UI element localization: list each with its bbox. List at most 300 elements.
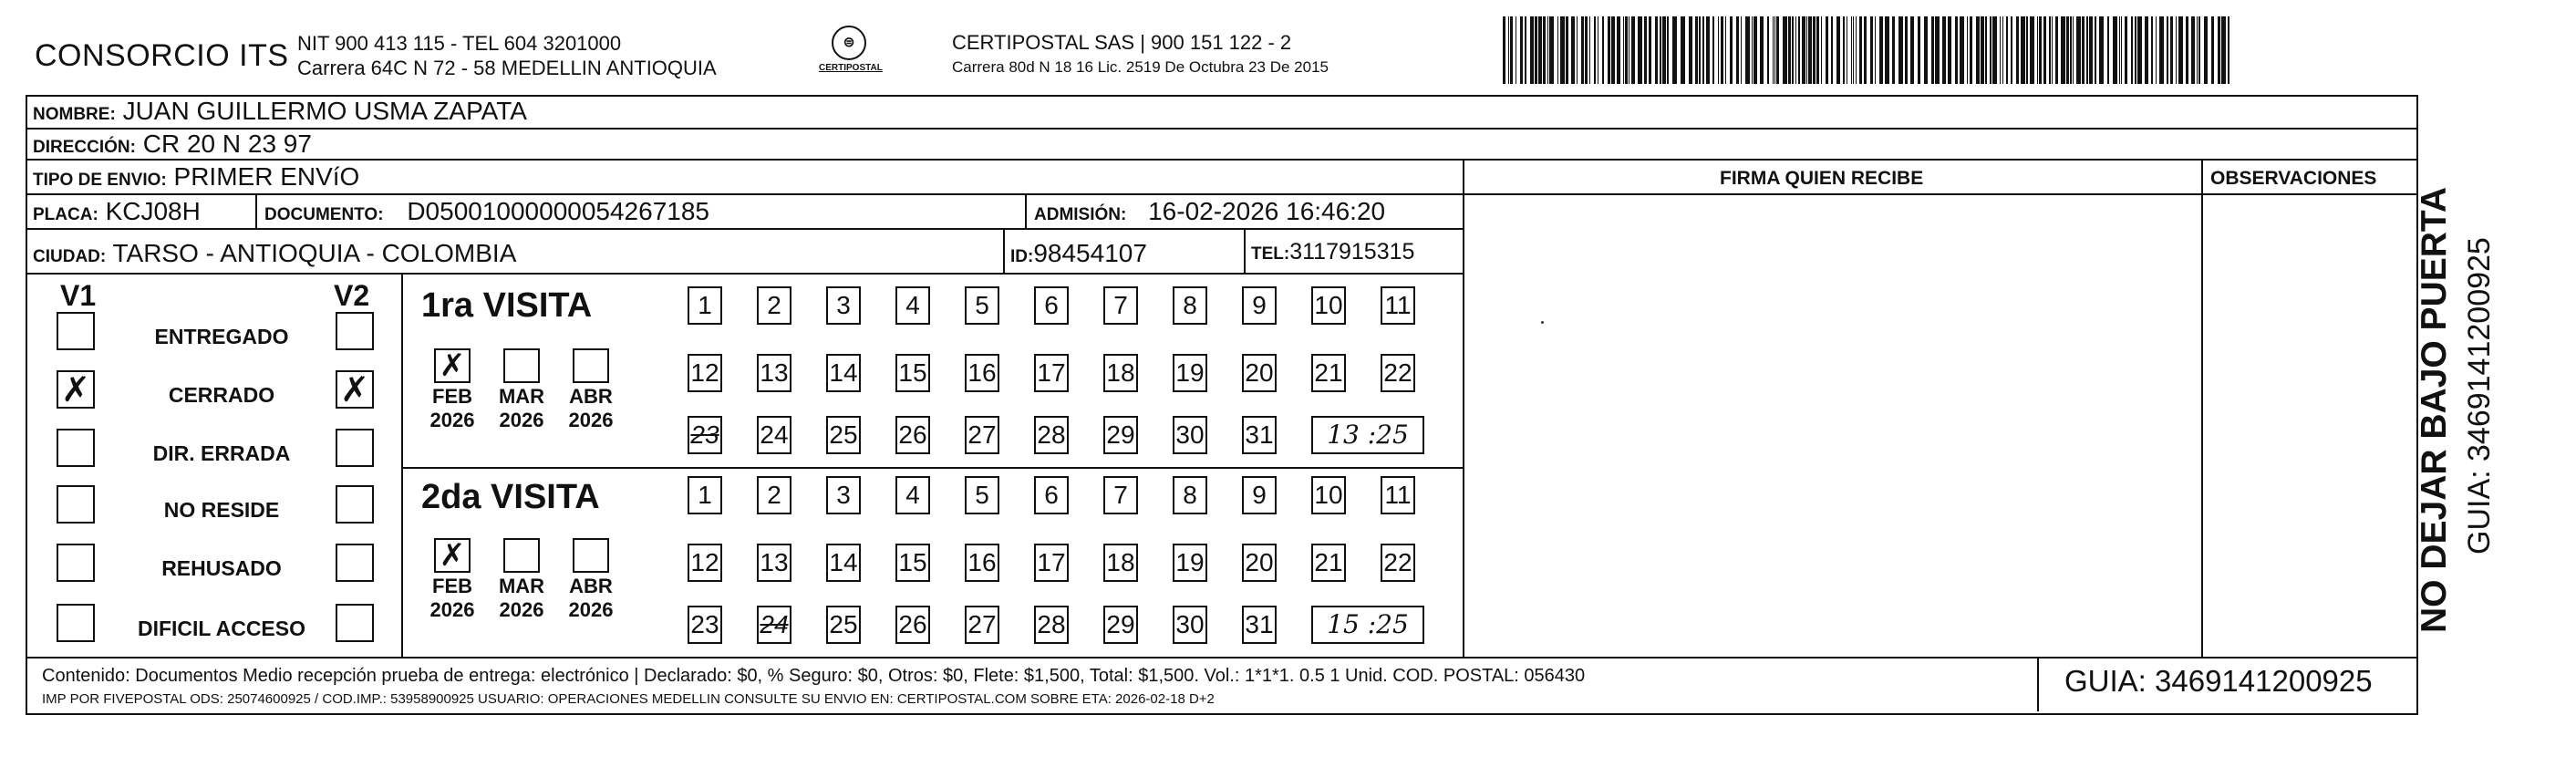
month-checkbox-abr[interactable] xyxy=(573,538,609,573)
status-label: NO RESIDE xyxy=(163,498,280,522)
barcode-bar xyxy=(1960,16,1964,84)
status-label: CERRADO xyxy=(168,383,275,407)
documento-value: D05001000000054267185 xyxy=(407,197,709,225)
month-year: 2026 xyxy=(429,598,475,621)
month-checkbox-abr[interactable] xyxy=(573,348,609,383)
month-name: MAR xyxy=(498,385,545,408)
day-box[interactable]: 23 xyxy=(688,606,722,644)
day-box-marked[interactable]: 23 xyxy=(688,416,722,454)
certipostal-line: CERTIPOSTAL SAS | 900 151 122 - 2 xyxy=(952,31,1292,54)
barcode-bar xyxy=(1623,16,1624,84)
month-label xyxy=(492,385,551,432)
barcode-bar xyxy=(2137,16,2142,84)
day-box[interactable]: 7 xyxy=(1103,476,1138,514)
barcode-bar xyxy=(2021,16,2025,84)
barcode-bar xyxy=(1767,16,1769,84)
barcode-bar xyxy=(2089,16,2093,84)
day-box[interactable]: 30 xyxy=(1173,416,1207,454)
direccion-row xyxy=(33,130,312,159)
status-label: ENTREGADO xyxy=(154,325,289,348)
barcode-bar xyxy=(1802,16,1805,84)
barcode-bar xyxy=(1655,16,1658,84)
barcode-bar xyxy=(2145,16,2148,84)
barcode-bar xyxy=(2039,16,2042,84)
barcode-bar xyxy=(1712,16,1714,84)
day-box[interactable]: 29 xyxy=(1103,606,1138,644)
v1-header: V1 xyxy=(60,279,97,312)
admision-value: 16-02-2026 16:46:20 xyxy=(1148,197,1386,225)
admision-label: ADMISIÓN: xyxy=(1034,205,1127,224)
barcode-bar xyxy=(2043,16,2046,84)
day-box[interactable]: 28 xyxy=(1034,606,1069,644)
barcode-bar xyxy=(1730,16,1733,84)
day-box[interactable]: 9 xyxy=(1242,476,1277,514)
day-box[interactable]: 27 xyxy=(965,606,999,644)
company-contact xyxy=(297,31,717,80)
nit-line: NIT 900 413 115 - TEL 604 3201000 xyxy=(297,32,622,55)
column-divider xyxy=(1463,159,1464,657)
month-label xyxy=(423,575,481,622)
nombre-value: JUAN GUILLERMO USMA ZAPATA xyxy=(122,97,527,125)
barcode-bar xyxy=(1589,16,1590,84)
row-divider xyxy=(26,128,2416,130)
barcode-bar xyxy=(1859,16,1862,84)
day-box[interactable]: 6 xyxy=(1034,476,1069,514)
barcode-bar xyxy=(1617,16,1620,84)
barcode-bar xyxy=(2016,16,2019,84)
barcode-bar xyxy=(1557,16,1558,84)
id-cell xyxy=(1010,239,1147,268)
direccion-value: CR 20 N 23 97 xyxy=(142,130,312,158)
barcode-bar xyxy=(2000,16,2001,84)
barcode-bar xyxy=(1773,16,1774,84)
month-checkbox-mar[interactable] xyxy=(503,538,540,573)
barcode-bar xyxy=(2159,16,2164,84)
barcode-bar xyxy=(1808,16,1812,84)
barcode-bar xyxy=(1681,16,1685,84)
day-box[interactable]: 12 xyxy=(688,544,722,582)
visit-time[interactable]: 15 :25 xyxy=(1311,606,1424,644)
v1-checkbox[interactable] xyxy=(57,604,95,642)
day-box[interactable]: 8 xyxy=(1173,286,1207,325)
barcode-bar xyxy=(2198,16,2200,84)
barcode-bar xyxy=(1718,16,1719,84)
day-box[interactable]: 25 xyxy=(826,606,861,644)
barcode-bar xyxy=(2073,16,2074,84)
tel-cell xyxy=(1251,239,1414,265)
v1-checkbox[interactable] xyxy=(57,312,95,350)
direccion-label: DIRECCIÓN: xyxy=(33,138,136,157)
month-year: 2026 xyxy=(568,598,614,621)
month-year: 2026 xyxy=(568,409,614,431)
column-divider xyxy=(2201,159,2203,657)
v2-checkbox[interactable] xyxy=(336,485,374,524)
barcode-bar xyxy=(1530,16,1534,84)
barcode-bar xyxy=(1736,16,1739,84)
ciudad-label: CIUDAD: xyxy=(33,247,107,266)
ciudad-value: TARSO - ANTIOQUIA - COLOMBIA xyxy=(112,239,517,267)
day-box[interactable]: 16 xyxy=(965,354,999,392)
barcode-bar xyxy=(2176,16,2177,84)
day-box[interactable]: 6 xyxy=(1034,286,1069,325)
logo-icon: ⊜ xyxy=(832,26,866,60)
day-box[interactable]: 15 xyxy=(895,354,930,392)
status-label: DIFICIL ACCESO xyxy=(137,617,305,640)
month-label xyxy=(562,575,620,622)
month-name: ABR xyxy=(569,575,613,597)
barcode-bar xyxy=(2030,16,2034,84)
barcode-bar xyxy=(1660,16,1661,84)
barcode-bar xyxy=(2099,16,2104,84)
day-box[interactable]: 30 xyxy=(1173,606,1207,644)
day-box[interactable]: 25 xyxy=(826,416,861,454)
day-box[interactable]: 5 xyxy=(965,286,999,325)
barcode-bar xyxy=(2121,16,2122,84)
barcode-bar xyxy=(2151,16,2153,84)
barcode-bar xyxy=(2061,16,2065,84)
month-checkbox-feb[interactable]: ✗ xyxy=(434,348,471,383)
day-box[interactable]: 4 xyxy=(895,476,930,514)
barcode-bar xyxy=(2107,16,2109,84)
barcode-bar xyxy=(1836,16,1840,84)
day-box[interactable]: 2 xyxy=(757,476,791,514)
day-box[interactable]: 10 xyxy=(1311,476,1346,514)
day-box[interactable]: 17 xyxy=(1034,354,1069,392)
barcode-bar xyxy=(1875,16,1876,84)
barcode-bar xyxy=(2113,16,2117,84)
month-label xyxy=(492,575,551,622)
v2-checkbox[interactable] xyxy=(336,429,374,467)
barcode-bar xyxy=(1510,16,1513,84)
barcode-bar xyxy=(1667,16,1669,84)
row-divider xyxy=(26,228,1464,230)
row-divider xyxy=(26,657,2416,658)
barcode-bar xyxy=(1566,16,1568,84)
visit-time[interactable]: 13 :25 xyxy=(1311,416,1424,454)
nombre-label: NOMBRE: xyxy=(33,105,116,124)
day-box[interactable]: 21 xyxy=(1311,354,1346,392)
day-box[interactable]: 14 xyxy=(826,354,861,392)
day-box[interactable]: 20 xyxy=(1242,544,1277,582)
barcode-bar xyxy=(1853,16,1854,84)
barcode-bar xyxy=(1910,16,1914,84)
barcode-bar xyxy=(1585,16,1588,84)
barcode-bar xyxy=(2011,16,2012,84)
barcode-bar xyxy=(1967,16,1968,84)
barcode-bar xyxy=(1525,16,1526,84)
guia-number: GUIA: 3469141200925 xyxy=(2064,664,2373,698)
barcode-bar xyxy=(2026,16,2028,84)
month-name: MAR xyxy=(498,575,545,597)
day-box[interactable]: 22 xyxy=(1381,354,1415,392)
barcode-bar xyxy=(1955,16,1958,84)
barcode-bar xyxy=(1942,16,1946,84)
day-box[interactable]: 31 xyxy=(1242,606,1277,644)
barcode-bar xyxy=(2066,16,2069,84)
certipostal-address: Carrera 80d N 18 16 Lic. 2519 De Octubra 23 De 2015 xyxy=(952,58,1329,76)
day-box[interactable]: 13 xyxy=(757,354,791,392)
day-box-marked[interactable]: 24 xyxy=(757,606,791,644)
month-name: ABR xyxy=(569,385,613,408)
barcode-bar xyxy=(1625,16,1628,84)
barcode-bar xyxy=(1577,16,1578,84)
barcode-bar xyxy=(2082,16,2085,84)
month-checkbox-mar[interactable] xyxy=(503,348,540,383)
barcode-bar xyxy=(2204,16,2208,84)
status-label: REHUSADO xyxy=(161,556,282,580)
barcode-bar xyxy=(2218,16,2220,84)
day-box[interactable]: 22 xyxy=(1381,544,1415,582)
side-guia-number: GUIA: 3469141200925 xyxy=(2462,237,2497,555)
status-label: DIR. ERRADA xyxy=(152,441,291,465)
barcode-bar xyxy=(1571,16,1575,84)
month-name: FEB xyxy=(432,385,472,408)
day-box[interactable]: 21 xyxy=(1311,544,1346,582)
barcode-icon xyxy=(1503,16,2230,84)
v1-checkbox[interactable]: ✗ xyxy=(57,370,95,409)
day-box[interactable]: 3 xyxy=(826,476,861,514)
guide-form-frame xyxy=(26,95,2418,715)
barcode-bar xyxy=(2221,16,2226,84)
barcode-bar xyxy=(1721,16,1723,84)
barcode-bar xyxy=(2002,16,2003,84)
v2-checkbox[interactable]: ✗ xyxy=(336,370,374,409)
day-box[interactable]: 18 xyxy=(1103,354,1138,392)
barcode-bar xyxy=(2135,16,2136,84)
day-box[interactable]: 19 xyxy=(1173,544,1207,582)
barcode-bar xyxy=(1520,16,1523,84)
barcode-bar xyxy=(1745,16,1750,84)
day-box[interactable]: 17 xyxy=(1034,544,1069,582)
tipo-value: PRIMER ENVíO xyxy=(173,162,360,191)
day-box[interactable]: 31 xyxy=(1242,416,1277,454)
barcode-bar xyxy=(1547,16,1548,84)
day-box[interactable]: 18 xyxy=(1103,544,1138,582)
contenido-line: Contenido: Documentos Medio recepción prueba de entrega: electrónico | Declarado: $0, % Seguro: $0, Otros: $0, Flete: $1,500, Total: $1,500. Vol.: 1*1*1. 0.5 1 Unid. COD. POSTAL: 056430 xyxy=(42,666,1586,686)
v2-checkbox[interactable] xyxy=(336,312,374,350)
month-label xyxy=(562,385,620,432)
barcode-bar xyxy=(1774,16,1775,84)
company-address: Carrera 64C N 72 - 58 MEDELLIN ANTIOQUIA xyxy=(297,57,717,79)
barcode-bar xyxy=(1783,16,1787,84)
day-box[interactable]: 26 xyxy=(895,606,930,644)
day-box[interactable]: 5 xyxy=(965,476,999,514)
tipo-envio-row xyxy=(33,162,359,192)
barcode-bar xyxy=(1885,16,1889,84)
barcode-bar xyxy=(1608,16,1610,84)
barcode-bar xyxy=(1702,16,1704,84)
day-box[interactable]: 26 xyxy=(895,416,930,454)
visit1-title: 1ra VISITA xyxy=(421,286,593,325)
barcode-bar xyxy=(1795,16,1796,84)
day-box[interactable]: 14 xyxy=(826,544,861,582)
day-box[interactable]: 11 xyxy=(1381,286,1415,325)
documento-cell xyxy=(264,197,709,226)
barcode-bar xyxy=(1752,16,1753,84)
day-box[interactable]: 11 xyxy=(1381,476,1415,514)
barcode-bar xyxy=(2095,16,2096,84)
day-box[interactable]: 20 xyxy=(1242,354,1277,392)
day-box[interactable]: 13 xyxy=(757,544,791,582)
barcode-bar xyxy=(1898,16,1903,84)
v2-header: V2 xyxy=(334,279,370,312)
day-box[interactable]: 4 xyxy=(895,286,930,325)
day-box[interactable]: 24 xyxy=(757,416,791,454)
barcode-bar xyxy=(2170,16,2173,84)
barcode-bar xyxy=(1976,16,1980,84)
barcode-bar xyxy=(1699,16,1701,84)
documento-label: DOCUMENTO: xyxy=(264,205,384,224)
barcode-bar xyxy=(1611,16,1615,84)
ciudad-cell xyxy=(33,239,516,268)
signature-area xyxy=(1541,321,1544,324)
month-name: FEB xyxy=(432,575,472,597)
barcode-bar xyxy=(1905,16,1908,84)
barcode-bar xyxy=(2125,16,2127,84)
day-box[interactable]: 15 xyxy=(895,544,930,582)
day-box[interactable]: 2 xyxy=(757,286,791,325)
barcode-bar xyxy=(2178,16,2183,84)
barcode-bar xyxy=(1879,16,1883,84)
day-box[interactable]: 8 xyxy=(1173,476,1207,514)
barcode-bar xyxy=(1788,16,1791,84)
barcode-bar xyxy=(1631,16,1635,84)
day-box[interactable]: 28 xyxy=(1034,416,1069,454)
company-name: CONSORCIO ITS xyxy=(35,38,289,73)
barcode-bar xyxy=(1918,16,1920,84)
barcode-bar xyxy=(1672,16,1677,84)
logo-text: CERTIPOSTAL xyxy=(819,63,883,73)
id-value: 98454107 xyxy=(1033,239,1147,267)
barcode-bar xyxy=(1508,16,1509,84)
barcode-bar xyxy=(1821,16,1822,84)
barcode-bar xyxy=(1638,16,1642,84)
barcode-bar xyxy=(1662,16,1666,84)
tel-value: 3117915315 xyxy=(1289,239,1415,264)
barcode-bar xyxy=(1870,16,1873,84)
barcode-bar xyxy=(1503,16,1505,84)
barcode-bar xyxy=(2070,16,2072,84)
barcode-bar xyxy=(1754,16,1757,84)
barcode-bar xyxy=(2211,16,2214,84)
barcode-bar xyxy=(2197,16,2198,84)
barcode-bar xyxy=(1602,16,1604,84)
barcode-bar xyxy=(2049,16,2051,84)
row-divider xyxy=(26,159,2416,161)
barcode-bar xyxy=(1843,16,1845,84)
barcode-bar xyxy=(1856,16,1857,84)
barcode-bar xyxy=(1931,16,1934,84)
barcode-bar xyxy=(2086,16,2088,84)
barcode-bar xyxy=(1741,16,1742,84)
day-box[interactable]: 3 xyxy=(826,286,861,325)
barcode-bar xyxy=(1831,16,1833,84)
barcode-bar xyxy=(1560,16,1565,84)
barcode-bar xyxy=(2006,16,2008,84)
day-box[interactable]: 29 xyxy=(1103,416,1138,454)
barcode-bar xyxy=(1970,16,1972,84)
barcode-bar xyxy=(1806,16,1807,84)
certipostal-logo xyxy=(819,26,883,73)
month-year: 2026 xyxy=(499,409,544,431)
barcode-bar xyxy=(1813,16,1816,84)
barcode-bar xyxy=(1535,16,1537,84)
id-label: ID: xyxy=(1010,247,1034,266)
day-box[interactable]: 27 xyxy=(965,416,999,454)
barcode-bar xyxy=(1776,16,1779,84)
barcode-bar xyxy=(2037,16,2038,84)
barcode-bar xyxy=(1649,16,1651,84)
barcode-bar xyxy=(2119,16,2120,84)
status-divider xyxy=(401,273,403,657)
barcode-bar xyxy=(1706,16,1710,84)
barcode-bar xyxy=(1992,16,1997,84)
day-box[interactable]: 1 xyxy=(688,476,722,514)
barcode-bar xyxy=(2186,16,2188,84)
barcode-bar xyxy=(2055,16,2058,84)
barcode-bar xyxy=(1543,16,1546,84)
day-box[interactable]: 16 xyxy=(965,544,999,582)
day-box[interactable]: 10 xyxy=(1311,286,1346,325)
observaciones-header: OBSERVACIONES xyxy=(2210,168,2377,189)
barcode-bar xyxy=(1725,16,1726,84)
barcode-bar xyxy=(1935,16,1940,84)
firma-header: FIRMA QUIEN RECIBE xyxy=(1720,168,1924,189)
barcode-bar xyxy=(2156,16,2157,84)
v1-checkbox[interactable] xyxy=(57,544,95,582)
day-box[interactable]: 19 xyxy=(1173,354,1207,392)
day-box[interactable]: 7 xyxy=(1103,286,1138,325)
barcode-bar xyxy=(1826,16,1828,84)
placa-cell xyxy=(33,197,201,226)
v1-checkbox[interactable] xyxy=(57,485,95,524)
barcode-bar xyxy=(1851,16,1852,84)
barcode-bar xyxy=(2167,16,2168,84)
barcode-bar xyxy=(2131,16,2133,84)
barcode-bar xyxy=(1581,16,1584,84)
month-checkbox-feb[interactable]: ✗ xyxy=(434,538,471,573)
barcode-bar xyxy=(1538,16,1542,84)
month-year: 2026 xyxy=(499,598,544,621)
barcode-bar xyxy=(1644,16,1647,84)
tipo-label: TIPO DE ENVIO: xyxy=(33,171,167,190)
placa-value: KCJ08H xyxy=(105,197,201,225)
barcode-bar xyxy=(2052,16,2053,84)
no-dejar-bajo-puerta: NO DEJAR BAJO PUERTA xyxy=(2415,186,2454,633)
barcode-bar xyxy=(1924,16,1928,84)
impresion-line: IMP POR FIVEPOSTAL ODS: 25074600925 / COD.IMP.: 53958900925 USUARIO: OPERACIONES MEDELLIN CONSULTE SU ENVIO EN: CERTIPOSTAL.COM SOBRE ETA: 2026-02-18 D+2 xyxy=(42,691,1215,707)
barcode-bar xyxy=(1948,16,1951,84)
barcode-bar xyxy=(1798,16,1800,84)
v2-checkbox[interactable] xyxy=(336,604,374,642)
day-box[interactable]: 12 xyxy=(688,354,722,392)
day-box[interactable]: 1 xyxy=(688,286,722,325)
placa-label: PLACA: xyxy=(33,205,98,224)
day-box[interactable]: 9 xyxy=(1242,286,1277,325)
month-year: 2026 xyxy=(429,409,475,431)
barcode-bar xyxy=(2076,16,2081,84)
barcode-bar xyxy=(1695,16,1698,84)
month-label xyxy=(423,385,481,432)
visit-divider xyxy=(401,467,1464,469)
tel-label: TEL: xyxy=(1251,244,1290,264)
barcode-bar xyxy=(1892,16,1895,84)
barcode-bar xyxy=(1594,16,1596,84)
visit2-title: 2da VISITA xyxy=(421,478,600,516)
v1-checkbox[interactable] xyxy=(57,429,95,467)
barcode-bar xyxy=(2191,16,2195,84)
v2-checkbox[interactable] xyxy=(336,544,374,582)
